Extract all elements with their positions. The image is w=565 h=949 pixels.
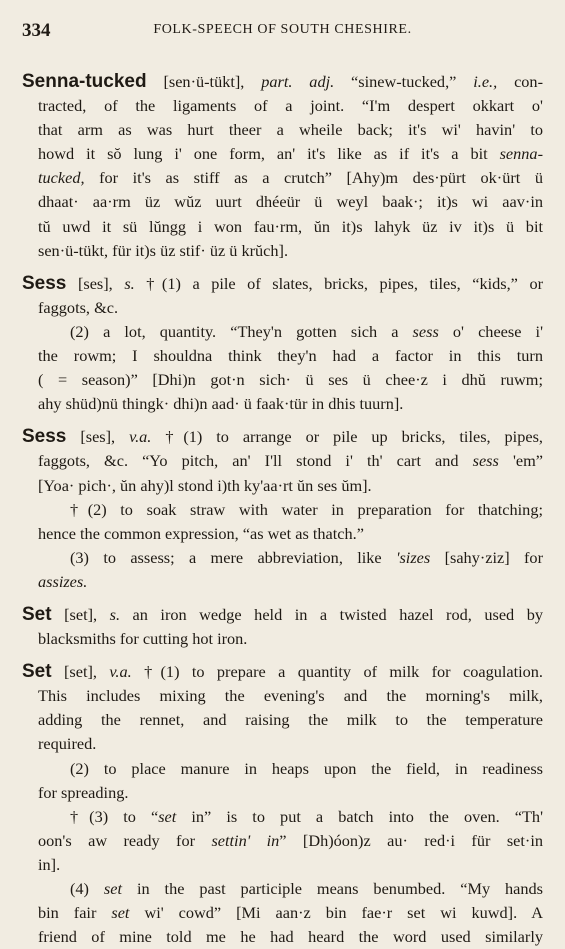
headword: Set <box>22 603 52 625</box>
entry-text-italic: set <box>103 879 123 898</box>
entry-text-italic: 'sizes <box>395 547 431 567</box>
entry-text: tŭ uwd it sü lŭngg i won fau·rm, ŭn it)s lahyk üz iv it)s ü bit <box>38 216 543 236</box>
headword: Sess <box>22 272 67 294</box>
entry-text: ” [Dh)óon)z au· red·i für set·in <box>279 830 543 850</box>
dictionary-entry <box>22 425 543 594</box>
entry-line <box>22 708 543 732</box>
part-of-speech: part. adj. <box>261 72 335 91</box>
entry-text: †(2) to soak straw with water in preparation for thatching; <box>70 499 543 519</box>
pronunciation: [ses], <box>77 273 113 293</box>
entry-text: adding the rennet, and raising the milk to the temperature <box>38 710 543 730</box>
entry-line <box>22 546 543 570</box>
entry-text: for it's as stiff as a crutch” [Ahy)m des·pürt ok·ürt ü <box>99 168 543 188</box>
entry-line <box>22 190 543 214</box>
entry-line <box>22 344 543 368</box>
entry-line <box>22 498 543 522</box>
entry-line <box>22 925 543 949</box>
entry-line <box>22 368 543 392</box>
page-body <box>22 70 543 949</box>
dictionary-entry <box>22 603 543 651</box>
entry-text: dhaat· aa·rm üz wŭz uurt dhéeür ü weyl baak·; it)s wi aav·in <box>38 192 543 212</box>
entry-text-italic: sess <box>472 451 499 471</box>
entry-line <box>22 474 543 498</box>
entry-line <box>22 805 543 829</box>
entry-text: con- <box>514 72 543 91</box>
entry-text: o' cheese i' <box>452 321 543 341</box>
entry-line <box>22 660 543 684</box>
entry-line <box>22 853 543 877</box>
entry-text: ahy shüd)nü thingk· dhi)n aad· ü faak·tür in dhis tuurn]. <box>38 394 404 414</box>
entry-text: [Yoa· pich·, ŭn ahy)l stond i)th ky'aa·rt ŭn ses ŭm]. <box>38 475 372 495</box>
entry-text: that arm as was hurt theer a wheile back; it's wi' havin' to <box>38 120 543 140</box>
part-of-speech: s. <box>109 604 121 624</box>
entry-text-italic: set <box>111 903 130 923</box>
dictionary-entry <box>22 70 543 263</box>
entry-line <box>22 781 543 805</box>
entry-line <box>22 94 543 118</box>
entry-text: hence the common expression, “as wet as thatch.” <box>38 523 364 543</box>
page-header <box>22 14 543 40</box>
entry-line <box>22 901 543 925</box>
entry-line <box>22 296 543 320</box>
headword: Sess <box>22 426 67 448</box>
entry-text: faggots, &c. <box>38 297 119 317</box>
entry-text: howd it sŏ lung i' one form, an' it's like as if it's a bit <box>38 144 488 164</box>
part-of-speech: v.a. <box>129 427 152 447</box>
pronunciation: [set], <box>63 662 97 682</box>
entry-line <box>22 449 543 473</box>
dictionary-entry <box>22 660 543 949</box>
entry-line <box>22 570 543 594</box>
pronunciation: [sen·ü-tükt], <box>163 72 245 91</box>
entry-text-italic: senna- <box>499 144 543 164</box>
entry-line <box>22 215 543 239</box>
entry-text: †(1) to arrange or pile up bricks, tiles, pipes, <box>165 427 543 447</box>
entry-line <box>22 732 543 756</box>
entry-text: sen·ü-tükt, für it)s üz stif· üz ü krŭch]. <box>38 240 289 260</box>
entry-text-italic: assizes. <box>38 571 88 591</box>
entry-text: the rowm; I shouldna think they'n had a factor in this turn <box>38 346 543 366</box>
entry-text-italic: settin' in <box>211 830 280 850</box>
entry-text: in the past participle means benumbed. “My hands <box>136 879 543 898</box>
running-title: FOLK-SPEECH OF SOUTH CHESHIRE. <box>153 22 412 37</box>
entry-line <box>22 392 543 416</box>
entry-text: “sinew-tucked,” <box>351 72 457 91</box>
entry-line <box>22 522 543 546</box>
entry-text: in]. <box>38 854 61 874</box>
entry-line <box>22 118 543 142</box>
entry-text: †(1) to prepare a quantity of milk for coagulation. <box>144 662 543 682</box>
entry-text: wi' cowd” [Mi aan·z bin fae·r set wi kuwd]. A <box>144 903 543 923</box>
entry-text: †(3) to “ <box>70 806 159 826</box>
entry-text: †(1) a pile of slates, bricks, pipes, tiles, “kids,” or <box>146 273 543 293</box>
entry-line <box>22 166 543 190</box>
entry-text: This includes mixing the evening's and the morning's milk, <box>38 686 543 706</box>
entry-text: for spreading. <box>38 782 129 802</box>
entry-line <box>22 757 543 781</box>
headword: Set <box>22 661 52 683</box>
entry-text: ( = season)” [Dhi)n got·n sich· ü ses ü chee·z i dhŭ ruwm; <box>38 370 543 390</box>
pronunciation: [set], <box>64 604 98 624</box>
entry-text: faggots, &c. “Yo pitch, an' I'll stond i' th' cart and <box>38 451 459 471</box>
entry-text: blacksmiths for cutting hot iron. <box>38 629 248 649</box>
entry-text-italic: sess <box>412 321 439 341</box>
entry-line <box>22 320 543 344</box>
entry-text: required. <box>38 734 97 754</box>
entry-text: [sahy·ziz] for <box>444 547 543 567</box>
entry-text: friend of mine told me he had heard the word used similarly <box>38 927 543 947</box>
entry-text: tracted, of the ligaments of a joint. “I'm despert okkart o' <box>38 96 543 116</box>
entry-text: (2) a lot, quantity. “They'n gotten sich a <box>70 321 399 341</box>
entry-text: in” is to put a batch into the oven. “Th' <box>191 806 543 826</box>
entry-line <box>22 70 543 94</box>
entry-line <box>22 603 543 627</box>
part-of-speech: v.a. <box>109 662 132 682</box>
entry-text-italic: i.e., <box>473 72 498 91</box>
headword: Senna-tucked <box>22 71 147 92</box>
entry-line <box>22 239 543 263</box>
entry-text-italic: set <box>158 806 177 826</box>
entry-line <box>22 877 543 901</box>
entry-text: an iron wedge held in a twisted hazel rod, used by <box>132 604 543 624</box>
part-of-speech: s. <box>124 273 135 293</box>
pronunciation: [ses], <box>80 427 116 447</box>
entry-text: (3) to assess; a mere abbreviation, like <box>70 547 382 567</box>
entry-text: (2) to place manure in heaps upon the field, in readiness <box>70 758 543 778</box>
entry-line <box>22 684 543 708</box>
entry-text-italic: tucked, <box>38 168 85 188</box>
entry-text: (4) <box>70 879 89 898</box>
entry-line <box>22 272 543 296</box>
entry-line <box>22 142 543 166</box>
page-number: 334 <box>22 20 51 41</box>
entry-text: bin fair <box>38 903 97 923</box>
entry-text: 'em” <box>512 451 543 471</box>
entry-line <box>22 627 543 651</box>
entry-line <box>22 829 543 853</box>
dictionary-entry <box>22 272 543 417</box>
entry-text: oon's aw ready for <box>38 830 196 850</box>
entry-line <box>22 425 543 449</box>
